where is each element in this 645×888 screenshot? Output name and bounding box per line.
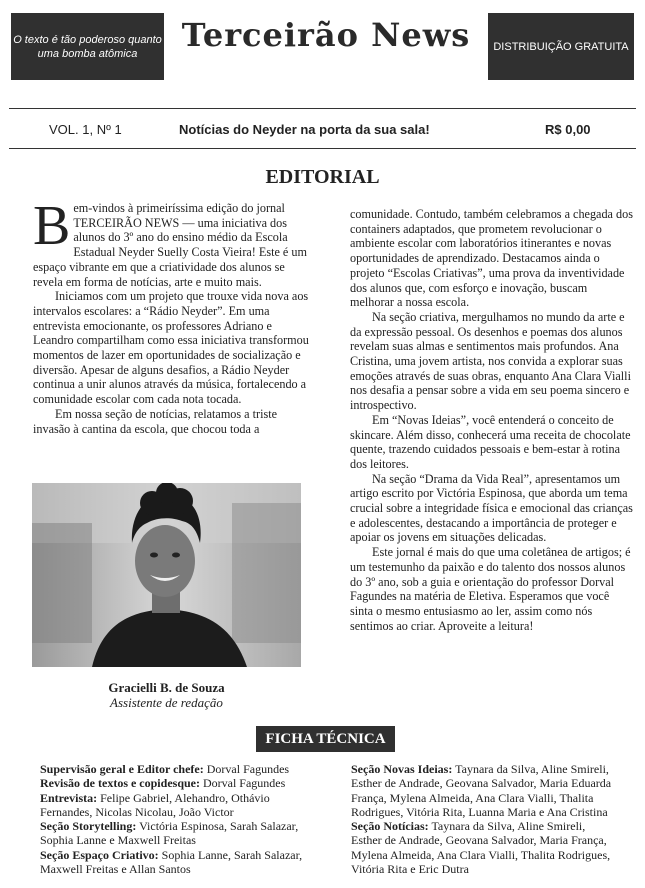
editorial-paragraph [33,195,311,289]
editorial-title: EDITORIAL [265,166,380,188]
credit-value: Sophia Lanne, Sarah Salazar, Maxwell Freitas e Allan Santos [40,847,303,877]
editorial-right-column [350,207,633,633]
credit-label: Supervisão geral e Editor chefe: [40,762,204,776]
editorial-paragraph: Na seção criativa, mergulhamos no mundo da arte e da expressão pessoal. Os desenhos e poemas dos alunos revelam suas almas e sentimentos mais profundos. Ana Cristina, uma jovem artista, nos convida a explorar suas emoções através de suas obras, enquanto Ana Clara Vialli nos desafia a pensar sobre a vida em seu poema sincero e introspectivo. [350,309,631,413]
credit-label: Revisão de textos e copidesque: [40,776,200,791]
photo-caption-role: Assistente de redação [110,695,223,710]
paragraph-text: em-vindos à primeiríssima edição do jornal TERCEIRÃO NEWS — uma iniciativa dos alunos do 3º ano do ensino médio da Escola Estadual Neyder Suelly Costa Vieira! Este é um espaço vibrante em que a criatividade dos alunos se revela em forma de notícias, arte e muito mais. [33,201,307,289]
top-rule [9,108,636,109]
credit-entry [40,848,310,877]
info-bar [9,113,636,146]
volume-label: VOL. 1, Nº 1 [49,122,122,137]
credit-entry [351,762,616,819]
editorial-paragraph: comunidade. Contudo, também celebramos a chegada dos containers adaptados, que prometem revolucionar o ambiente escolar com laboratórios itinerantes e novas oportunidades de aprendizado. Destacamos ainda o projeto “Escolas Criativas”, uma prova da inventividade dos alunos que, com esforço e inovação, buscam melhorar a nossa escola. [350,207,633,310]
masthead-title: Terceirão News [181,16,471,54]
credit-entry [40,819,310,848]
editorial-paragraph: Em nossa seção de notícias, relatamos a triste invasão à cantina da escola, que chocou toda a [33,406,278,436]
editorial-paragraph: Na seção “Drama da Vida Real”, apresentamos um artigo escrito por Victória Espinosa, que aborda um tema crucial sobre a integridade física e emocional das crianças e adolescentes, destacando a importância de proteger e apoiar os jovens em situações delicadas. [350,471,633,545]
bottom-rule [9,148,636,149]
credit-entry [40,776,310,790]
motto-text: O texto é tão poderoso quanto uma bomba atômica [13,33,162,60]
credits-right-column [351,762,616,876]
credit-value: Taynara da Silva, Aline Smireli, Esther de Andrade, Geovana Salvador, Maria Eduarda França, Mylena Almeida, Ana Clara Vialli, Thalita Rodrigues, Vitória Rita, Luanna Maria e Ana Cristina [351,762,612,819]
distribution-text: DISTRIBUIÇÃO GRATUITA [493,40,629,53]
credit-label: Seção Storytelling: [40,819,137,834]
credit-value: Felipe Gabriel, Alehandro, Othávio Fernandes, Nicolas Nicolau, João Victor [40,790,270,819]
credit-value: Victória Espinosa, Sarah Salazar, Sophia Lanne e Maxwell Freitas [40,819,299,848]
portrait-image [32,483,301,667]
credit-entry [351,819,616,876]
editorial-paragraph: Em “Novas Ideias”, você entenderá o conceito de skincare. Além disso, conhecerá uma receita de chocolate quente, trazendo cuidados pessoais e bem-estar à rotina dos leitores. [350,412,631,471]
credit-value: Dorval Fagundes [199,776,286,791]
credit-value: Dorval Fagundes [203,762,290,776]
credit-label: Entrevista: [40,790,98,805]
editorial-left-column [33,195,311,436]
headline: Notícias do Neyder na porta da sua sala! [179,122,430,137]
ficha-tecnica-heading: FICHA TÉCNICA [256,726,395,752]
staff-photo [32,483,301,667]
photo-caption-name: Gracielli B. de Souza [108,680,225,695]
credit-value: Taynara da Silva, Aline Smireli, Esther de Andrade, Geovana Salvador, Maria França, Mylena Almeida, Ana Clara Vialli, Thalita Rodrigues, Vitória Rita e Eric Dutra [351,819,611,877]
credit-entry [40,791,310,820]
credit-entry [40,762,310,776]
drop-cap: B [33,195,71,257]
credit-label: Seção Espaço Criativo: [40,847,159,862]
price-label: R$ 0,00 [545,122,591,137]
credit-label: Seção Novas Ideias: [351,762,453,776]
credits-left-column [40,762,310,876]
distribution-box [488,13,634,80]
credit-label: Seção Notícias: [351,819,429,834]
editorial-paragraph: Iniciamos com um projeto que trouxe vida nova aos intervalos escolares: a “Rádio Neyder”. Em uma entrevista emocionante, os professores Adriano e Leandro compartilham como essa iniciativa transformou momentos de lazer em oportunidades de socialização e diversão. Apesar de alguns desafios, a Rádio Neyder continua a unir alunos através da música, fortalecendo a comunidade escolar com cada nota tocada. [33,289,309,407]
editorial-paragraph: Este jornal é mais do que uma coletânea de artigos; é um testemunho da paixão e do talento dos nossos alunos do 3º ano, sob a guia e orientação do professor Dorval Fagundes na matéria de Eletiva. Esperamos que você sinta o mesmo entusiasmo ao ler, assim como nós sentimos ao criar. Aproveite a leitura! [350,545,631,633]
motto-box [11,13,164,80]
